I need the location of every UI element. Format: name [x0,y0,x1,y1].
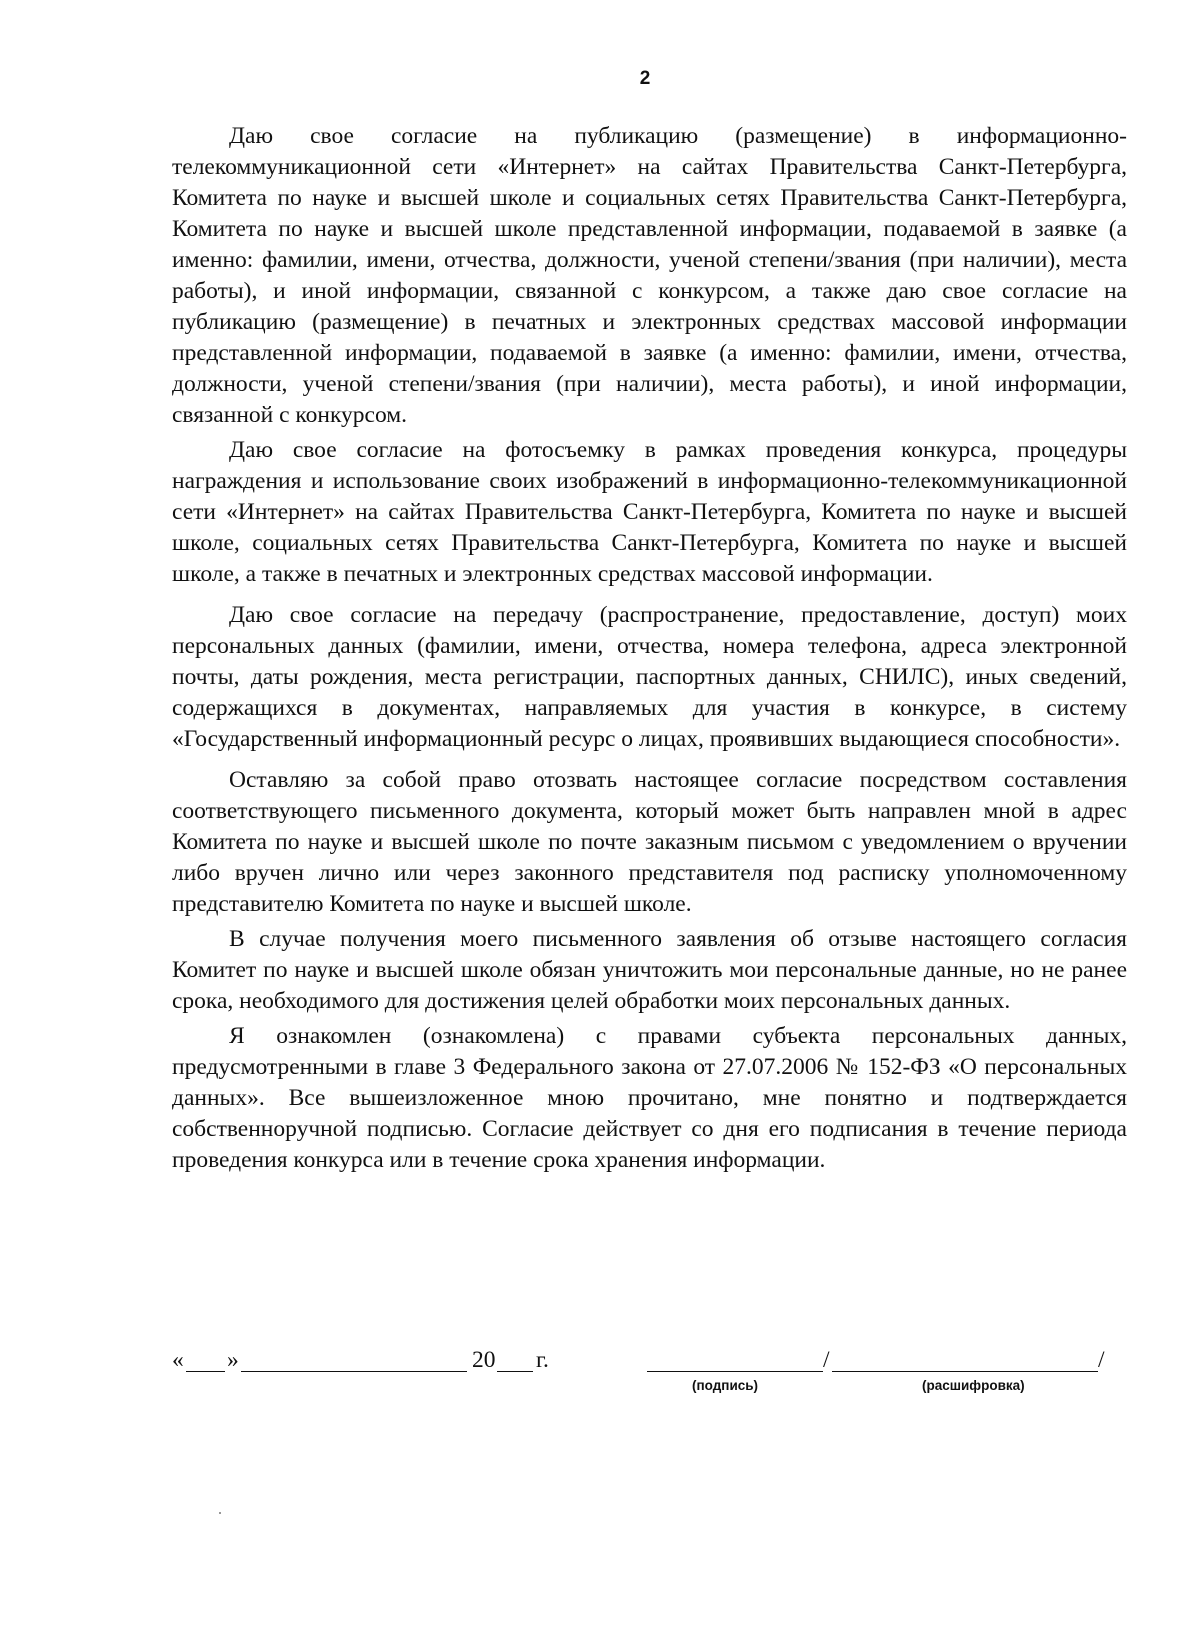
paragraph-data-destruction: В случае получения моего письменного заявления об отзыве настоящего согласия Комитет по науке и высшей школе обязан уничтожить мои персональные данные, но не ранее срока, необходимого для достижения целей обработки моих персональных данных. [172,926,1127,1014]
consent-text [172,121,1127,1176]
scan-speck [219,1512,221,1514]
year-prefix: 20 [472,1347,496,1373]
date-close-quote: » [227,1347,239,1373]
signature-field[interactable] [647,1371,823,1372]
paragraph-acknowledgement: Я ознакомлен (ознакомлена) с правами субъекта персональных данных, предусмотренными в главе 3 Федерального закона от 27.07.2006 № 152-ФЗ «О персональных данных». Все вышеизложенное мною прочитано, мне понятно и подтверждается собственноручной подписью. Согласие действует со дня его подписания в течение периода проведения конкурса или в течение срока хранения информации. [172,1023,1127,1173]
caption-decoding: (расшифровка) [922,1378,1025,1393]
year-suffix: г. [536,1347,549,1373]
day-field[interactable] [186,1371,225,1372]
year-field[interactable] [497,1371,533,1372]
paragraph-data-transfer-consent: Даю свое согласие на передачу (распространение, предоставление, доступ) моих персональных данных (фамилии, имени, отчества, номера телефона, адреса электронной почты, даты рождения, места регистрации, паспортных данных, СНИЛС), иных сведений, содержащихся в документах, направляемых для участия в конкурсе, в систему «Государственный информационный ресурс о лицах, проявивших выдающиеся способности». [172,602,1127,752]
page-number: 2 [639,68,651,89]
month-field[interactable] [241,1371,467,1372]
paragraph-publication-consent: Даю свое согласие на публикацию (размещение) в информационно-телекоммуникационной сети «Интернет» на сайтах Правительства Санкт-Петербурга, Комитета по науке и высшей школе и социальных сетях Правительства Санкт-Петербурга, Комитета по науке и высшей школе представленной информации, подаваемой в заявке (а именно: фамилии, имени, отчества, должности, ученой степени/звания (при наличии), места работы), и иной информации, связанной с конкурсом, а также даю свое согласие на публикацию (размещение) в печатных и электронных средствах массовой информации представленной информации, подаваемой в заявке (а именно: фамилии, имени, отчества, должности, ученой степени/звания (при наличии), места работы), и иной информации, связанной с конкурсом. [172,123,1127,428]
signature-line [172,1346,1127,1380]
signature-slash-2: / [1098,1347,1105,1373]
date-open-quote: « [172,1347,184,1373]
paragraph-photo-consent: Даю свое согласие на фотосъемку в рамках проведения конкурса, процедуры награждения и использование своих изображений в информационно-телекоммуникационной сети «Интернет» на сайтах Правительства Санкт-Петербурга, Комитета по науке и высшей школе, социальных сетях Правительства Санкт-Петербурга, Комитета по науке и высшей школе, а также в печатных и электронных средствах массовой информации. [172,437,1127,587]
caption-signature: (подпись) [692,1378,759,1393]
signature-decoding-field[interactable] [832,1371,1098,1372]
signature-slash-1: / [823,1347,830,1373]
paragraph-withdrawal-right: Оставляю за собой право отозвать настоящее согласие посредством составления соответствующего письменного документа, который может быть направлен мной в адрес Комитета по науке и высшей школе по почте заказным письмом с уведомлением о вручении либо вручен лично или через законного представителя под расписку уполномоченному представителю Комитета по науке и высшей школе. [172,767,1127,917]
